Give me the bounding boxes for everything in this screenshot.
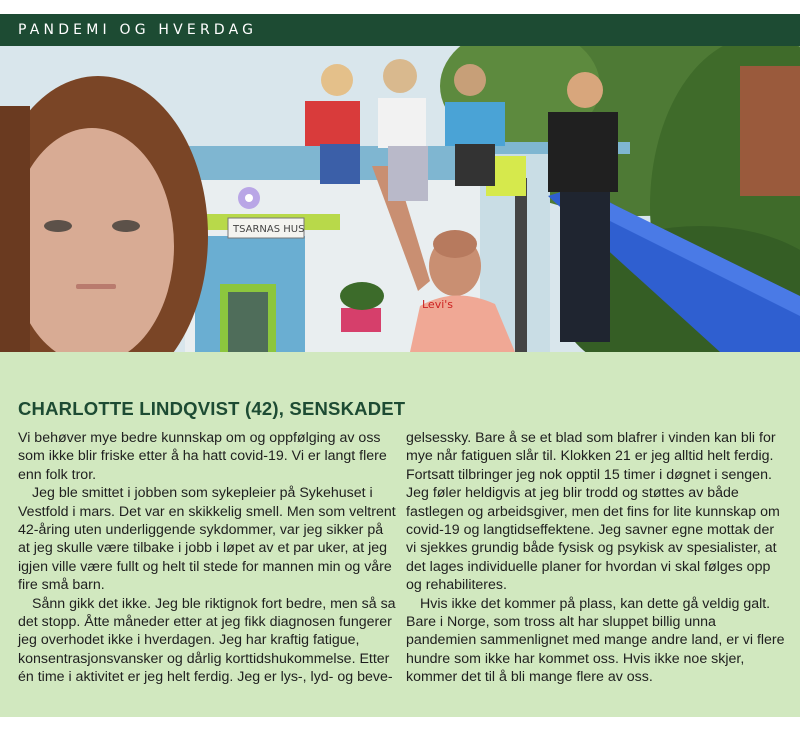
article-column-right [406,429,786,687]
paragraph: Vi behøver mye bedre kunnskap om og oppfølging av oss som ikke blir friske etter å ha hatt covid-19. Vi er langt flere enn folk tror. [18,430,387,483]
article-headline: CHARLOTTE LINDQVIST (42), SENSKADET [18,398,406,419]
house-sign-text: TSARNAS HUS [233,224,305,235]
paragraph: Hvis ikke det kommer på plass, kan dette gå veldig galt. Bare i Norge, som tross alt har sluppet billig unna pandemien sammenlignet med mange andre land, er vi flere hundre som ikke har kommet oss. Hvis ikke noe skjer, kommer det til å bli mange flere av oss. [406,595,785,686]
family-photo-illustration [0,46,800,352]
paragraph: gelsessky. Bare å se et blad som blafrer i vinden kan bli for mye når fatiguen slår til. Klokken 21 er jeg alltid helt ferdig. Fortsatt tilbringer jeg nok opptil 15 timer i døgnet i sengen. Jeg føler heldigvis at jeg blir trodd og støttes av både fastlegen og arbeidsgiver, men det fins for lite kunnskap om covid-19 og langtidseffektene. Jeg savner egne mottak der vi sjekkes grundig både fysisk og psykisk av spesialister, at det lages individuelle planer for hvordan vi skal følges opp og rehabiliteres. [406,430,780,594]
paragraph: Sånn gikk det ikke. Jeg ble riktignok fort bedre, men så sa det stopp. Åtte måneder etter at jeg fikk diagnosen fungerer jeg overhodet ikke i hverdagen. Jeg har kraftig fatigue, konsentrasjonsvansker og dårlig korttidshukommelse. Etter én time i aktivitet er jeg helt ferdig. Jeg er lys-, lyd- og beve- [18,595,396,686]
section-label: PANDEMI OG HVERDAG [18,22,258,38]
section-header-bar [0,14,800,46]
shirt-logo-text: Levi's [422,298,454,311]
article [0,352,800,717]
paragraph: Jeg ble smittet i jobben som sykepleier på Sykehuset i Vestfold i mars. Det var en skikkelig smell. Men som veltrent 42-åring uten underliggende sykdommer, var jeg sikker på at jeg skulle være tilbake i jobb i løpet av et par uker, at jeg igjen ville være fullt og helt til stede for mannen min og våre fire små barn. [18,485,396,594]
family-photo [0,46,800,352]
article-column-left [18,429,398,687]
